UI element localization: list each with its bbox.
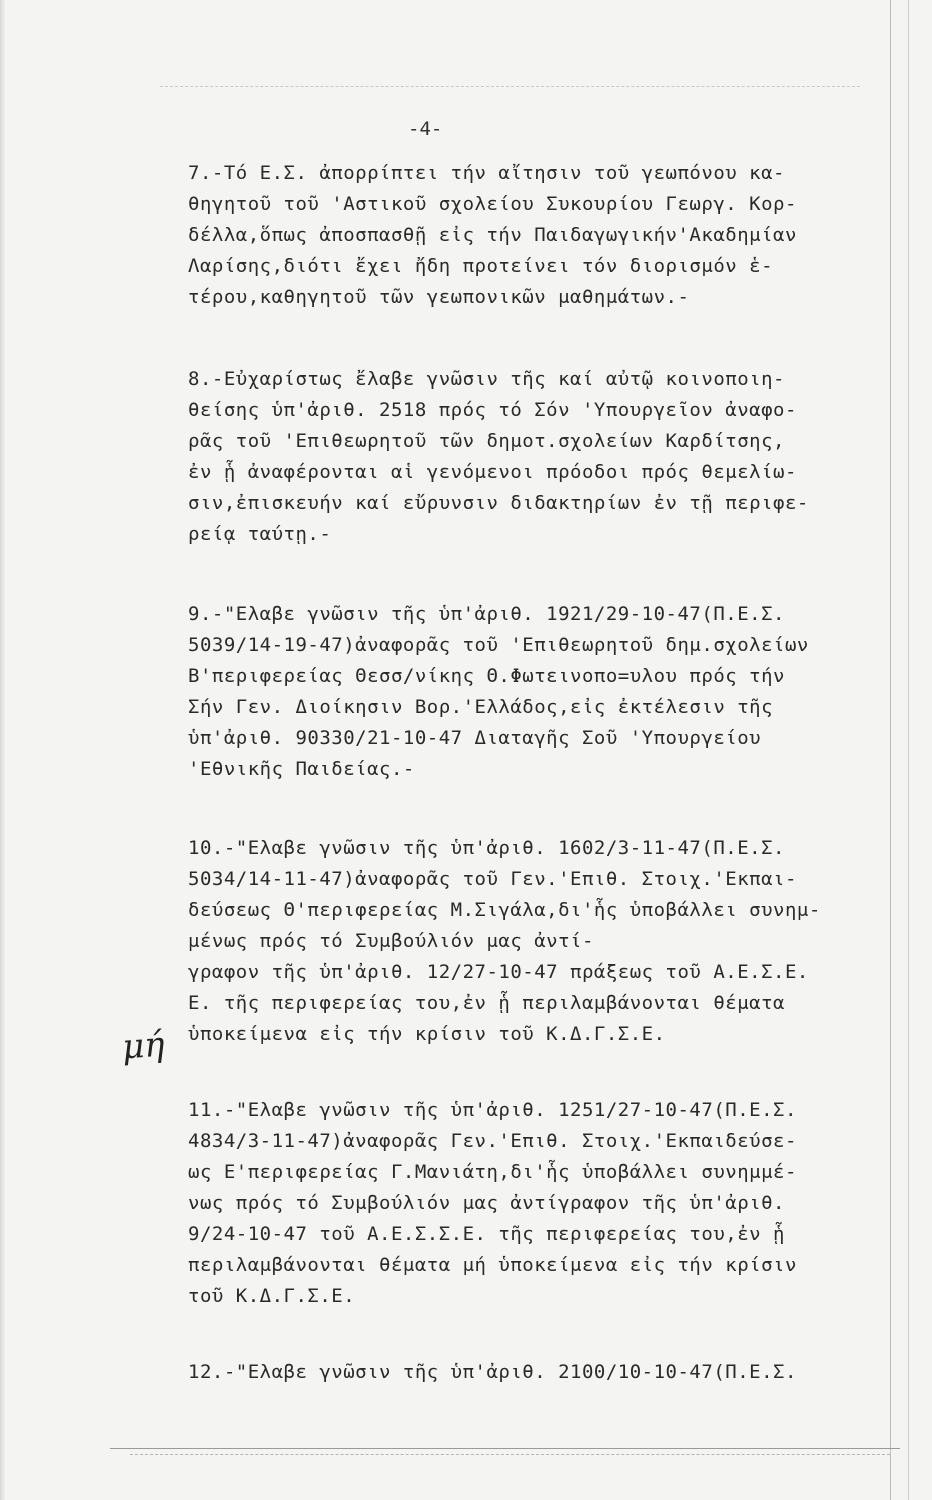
text-line: τοῦ Κ.Δ.Γ.Σ.Ε. [188, 1285, 356, 1307]
scan-bottom-rule [130, 1454, 890, 1455]
text-line: 5039/14-19-47)ἀναφορᾶς τοῦ 'Επιθεωρητοῦ δημ.σχολείων [188, 634, 809, 656]
text-line: 11.-"Ελαβε γνῶσιν τῆς ὑπ'ἀριθ. 1251/27-10-47(Π.Ε.Σ. [188, 1099, 797, 1121]
scan-top-rule [160, 86, 860, 87]
text-line: ρείᾳ ταύτῃ.- [188, 523, 332, 545]
paragraph-9 [188, 599, 888, 785]
page-number: -4- [408, 118, 443, 140]
text-line: Ε. τῆς περιφερείας του,ἐν ᾗ περιλαμβάνονται θέματα [188, 992, 785, 1014]
text-line: Β'περιφερείας Θεσσ/νίκης Θ.Φωτεινοπο=υλου πρός τήν [188, 665, 785, 687]
scan-edge-line [908, 0, 909, 1500]
paragraph-12 [188, 1357, 888, 1388]
text-line: δέλλα,ὅπως ἀποσπασθῇ εἰς τήν Παιδαγωγικήν'Ακαδημίαν [188, 224, 797, 246]
text-line: ἐν ᾗ ἀναφέρονται αἱ γενόμενοι πρόοδοι πρός θεμελίω- [188, 461, 797, 483]
scan-edge-line [890, 0, 891, 1500]
text-line: 12.-"Ελαβε γνῶσιν τῆς ὑπ'ἀριθ. 2100/10-10-47(Π.Ε.Σ. [188, 1361, 797, 1383]
text-line: 8.-Εὐχαρίστως ἔλαβε γνῶσιν τῆς καί αὐτῷ κοινοποιη- [188, 368, 785, 390]
text-line: ρᾶς τοῦ 'Επιθεωρητοῦ τῶν δημοτ.σχολείων Καρδίτσης, [188, 430, 785, 452]
text-line: τέρου,καθηγητοῦ τῶν γεωπονικῶν μαθημάτων.- [188, 286, 690, 308]
text-line: περιλαμβάνονται θέματα μή ὑποκείμενα εἰς τήν κρίσιν [188, 1254, 797, 1276]
text-line: 9/24-10-47 τοῦ Α.Ε.Σ.Σ.Ε. τῆς περιφερείας του,ἐν ᾗ [188, 1223, 785, 1245]
text-line: 9.-"Ελαβε γνῶσιν τῆς ὑπ'ἀριθ. 1921/29-10-47(Π.Ε.Σ. [188, 603, 785, 625]
text-line: ως Ε'περιφερείας Γ.Μανιάτη,δι'ἧς ὑποβάλλει συνημμέ- [188, 1161, 797, 1183]
paragraph-8 [188, 364, 888, 550]
paragraph-11 [188, 1095, 888, 1312]
text-line: 5034/14-11-47)ἀναφορᾶς τοῦ Γεν.'Επιθ. Στοιχ.'Εκπαι- [188, 868, 797, 890]
text-line: Λαρίσης,διότι ἔχει ἤδη προτείνει τόν διορισμόν ἑ- [188, 255, 774, 277]
text-line: 'Εθνικῆς Παιδείας.- [188, 758, 415, 780]
text-line: μένως πρός τό Συμβούλιόν μας ἀντί- [188, 930, 594, 952]
text-line: δεύσεως Θ'περιφερείας Μ.Σιγάλα,δι'ἧς ὑποβάλλει συνημ- [188, 899, 821, 921]
text-line: θείσης ὑπ'ἀριθ. 2518 πρός τό Σόν 'Υπουργεῖον ἀναφο- [188, 399, 797, 421]
text-line: ὑπ'ἀριθ. 90330/21-10-47 Διαταγῆς Σοῦ 'Υπουργείου [188, 727, 762, 749]
handwritten-margin-note: μή [120, 1024, 166, 1068]
text-line: σιν,ἐπισκευήν καί εὔρυνσιν διδακτηρίων ἐν τῇ περιφε- [188, 492, 809, 514]
scan-shadow [0, 0, 6, 1500]
text-line: 7.-Τό Ε.Σ. ἀπορρίπτει τήν αἴτησιν τοῦ γεωπόνου κα- [188, 162, 785, 184]
text-line: νως πρός τό Συμβούλιόν μας ἀντίγραφον τῆς ὑπ'ἀριθ. [188, 1192, 785, 1214]
scan-bottom-rule [110, 1448, 900, 1449]
text-line: ὑποκείμενα εἰς τήν κρίσιν τοῦ Κ.Δ.Γ.Σ.Ε. [188, 1023, 666, 1045]
text-line: Σήν Γεν. Διοίκησιν Βορ.'Ελλάδος,εἰς ἐκτέλεσιν τῆς [188, 696, 774, 718]
text-line: θηγητοῦ τοῦ 'Αστικοῦ σχολείου Συκουρίου Γεωργ. Κορ- [188, 193, 797, 215]
text-line: γραφον τῆς ὑπ'ἀριθ. 12/27-10-47 πράξεως τοῦ Α.Ε.Σ.Ε. [188, 961, 809, 983]
paragraph-10 [188, 833, 888, 1050]
paragraph-7 [188, 158, 888, 313]
text-line: 4834/3-11-47)ἀναφορᾶς Γεν.'Επιθ. Στοιχ.'Εκπαιδεύσε- [188, 1130, 797, 1152]
text-line: 10.-"Ελαβε γνῶσιν τῆς ὑπ'ἀριθ. 1602/3-11-47(Π.Ε.Σ. [188, 837, 785, 859]
